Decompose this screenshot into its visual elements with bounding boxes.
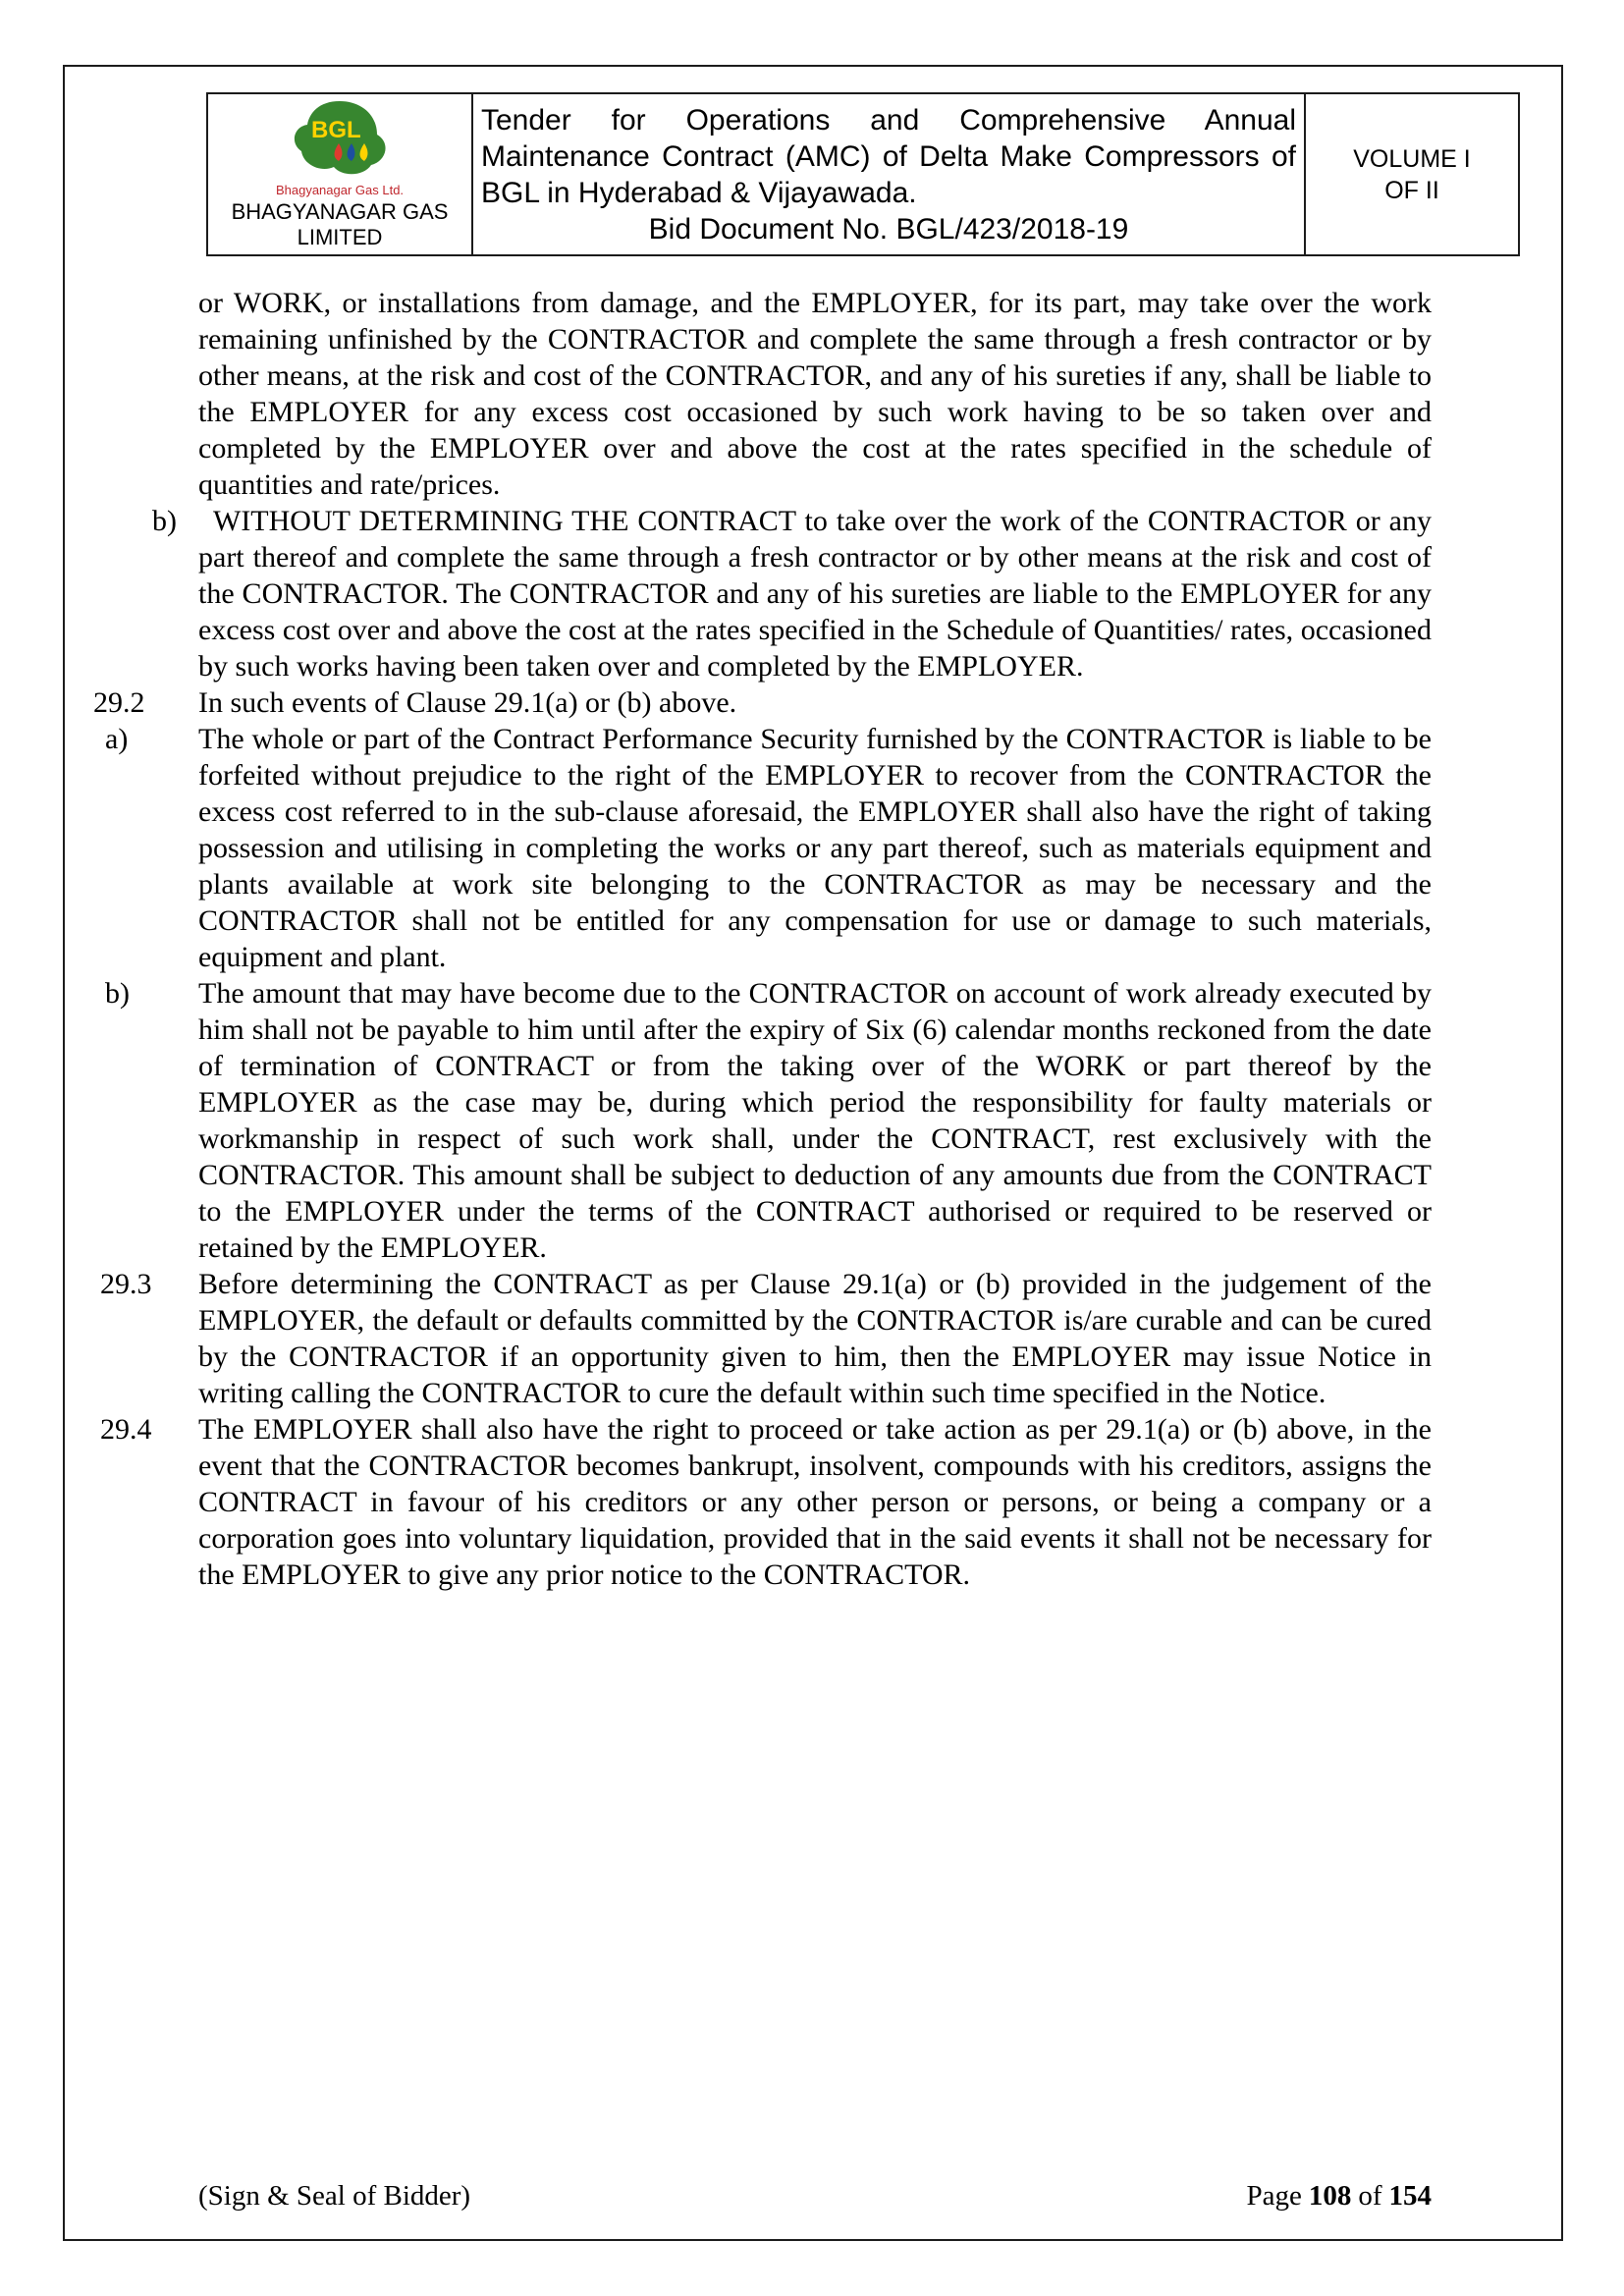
tender-title: Tender for Operations and Comprehensive Annual Maintenance Contract (AMC) of Delta Make Compressors of BGL in Hyderabad & Vijayawada. xyxy=(481,103,1296,209)
clause-29-2-number: 29.2 xyxy=(93,686,145,719)
clause-29-2a xyxy=(105,721,1432,975)
page-total: 154 xyxy=(1388,2180,1432,2212)
clause-29-1b xyxy=(152,503,1432,684)
document-body xyxy=(93,285,1432,1593)
clause-29-4-text: The EMPLOYER shall also have the right to proceed or take action as per 29.1(a) or (b) above, in the event that the CONTRACTOR becomes bankrupt, insolvent, compounds with his creditors, assigns the CONTRACT in favour of his creditors or any other person or persons, or being a company or a corporation goes into voluntary liquidation, provided that in the said events it shall not be necessary for the EMPLOYER to give any prior notice to the CONTRACTOR. xyxy=(198,1413,1432,1591)
clause-29-2-text: In such events of Clause 29.1(a) or (b) above. xyxy=(198,686,737,719)
page-number: 108 xyxy=(1308,2180,1352,2212)
title-cell xyxy=(472,93,1305,255)
page-separator: of xyxy=(1358,2180,1382,2212)
page-border xyxy=(63,65,1563,2241)
company-name: BHAGYANAGAR GAS LIMITED xyxy=(231,199,449,249)
clause-29-2 xyxy=(93,684,1432,721)
clause-29-1a-continuation: or WORK, or installations from damage, and the EMPLOYER, for its part, may take over the work remaining unfinished by the CONTRACTOR and complete the same through a fresh contractor or by other means, at the risk and cost of the CONTRACTOR, and any of his sureties if any, shall be liable to the EMPLOYER for any excess cost occasioned by such work having to be so taken over and completed by the EMPLOYER over and above the cost at the rates specified in the schedule of quantities and rate/prices. xyxy=(198,287,1432,501)
bid-document-number: Bid Document No. BGL/423/2018-19 xyxy=(648,212,1129,246)
page-footer xyxy=(198,2178,1432,2214)
header-table xyxy=(206,92,1520,256)
clause-29-4 xyxy=(100,1411,1432,1593)
clause-29-2a-text: The whole or part of the Contract Performance Security furnished by the CONTRACTOR is liable to be forfeited without prejudice to the right of the EMPLOYER to recover from the CONTRACTOR the excess cost referred to in the sub-clause aforesaid, the EMPLOYER shall also have the right of taking possession and utilising in completing the works or any part thereof, such as materials equipment and plants available at work site belonging to the CONTRACTOR as may be necessary and the CONTRACTOR shall not be entitled for any compensation for use or damage to such materials, equipment and plant. xyxy=(198,723,1432,973)
page-indicator xyxy=(1246,2178,1432,2214)
svg-text:BGL: BGL xyxy=(311,117,361,143)
logo-caption: Bhagyanagar Gas Ltd. xyxy=(275,183,405,197)
clause-29-3 xyxy=(100,1266,1432,1411)
page-prefix: Page xyxy=(1246,2180,1302,2212)
clause-29-2b-label: b) xyxy=(105,977,130,1010)
company-logo-icon xyxy=(216,98,463,183)
volume-line-2: OF II xyxy=(1384,176,1439,204)
clause-29-2b xyxy=(105,975,1432,1266)
volume-line-1: VOLUME I xyxy=(1353,144,1471,173)
clause-29-4-number: 29.4 xyxy=(100,1413,152,1446)
clause-29-3-text: Before determining the CONTRACT as per Clause 29.1(a) or (b) provided in the judgement of the EMPLOYER, the default or defaults committed by the CONTRACTOR is/are curable and can be cured by the CONTRACTOR if an opportunity given to him, then the EMPLOYER may issue Notice in writing calling the CONTRACTOR to cure the default within such time specified in the Notice. xyxy=(198,1268,1432,1409)
sign-seal-note: (Sign & Seal of Bidder) xyxy=(198,2180,471,2212)
header-row xyxy=(207,93,1519,255)
clause-29-3-number: 29.3 xyxy=(100,1268,152,1300)
logo-cell xyxy=(207,93,472,255)
clause-29-2b-text: The amount that may have become due to the CONTRACTOR on account of work already executed by him shall not be payable to him until after the expiry of Six (6) calendar months reckoned from the date of termination of CONTRACT or from the taking over of the WORK or part thereof by the EMPLOYER as the case may be, during which period the responsibility for faulty materials or workmanship in respect of such work shall, under the CONTRACT, rest exclusively with the CONTRACTOR. This amount shall be subject to deduction of any amounts due from the CONTRACT to the EMPLOYER under the terms of the CONTRACT authorised or required to be reserved or retained by the EMPLOYER. xyxy=(198,977,1432,1264)
clause-29-1b-label: b) xyxy=(152,505,177,537)
clause-29-2a-label: a) xyxy=(105,723,129,755)
clause-29-1b-text: WITHOUT DETERMINING THE CONTRACT to take over the work of the CONTRACTOR or any part thereof and complete the same through a fresh contractor or by other means at the risk and cost of the CONTRACTOR. The CONTRACTOR and any of his sureties are liable to the EMPLOYER for any excess cost over and above the cost at the rates specified in the Schedule of Quantities/ rates, occasioned by such works having been taken over and completed by the EMPLOYER. xyxy=(198,505,1432,683)
volume-cell xyxy=(1305,93,1519,255)
